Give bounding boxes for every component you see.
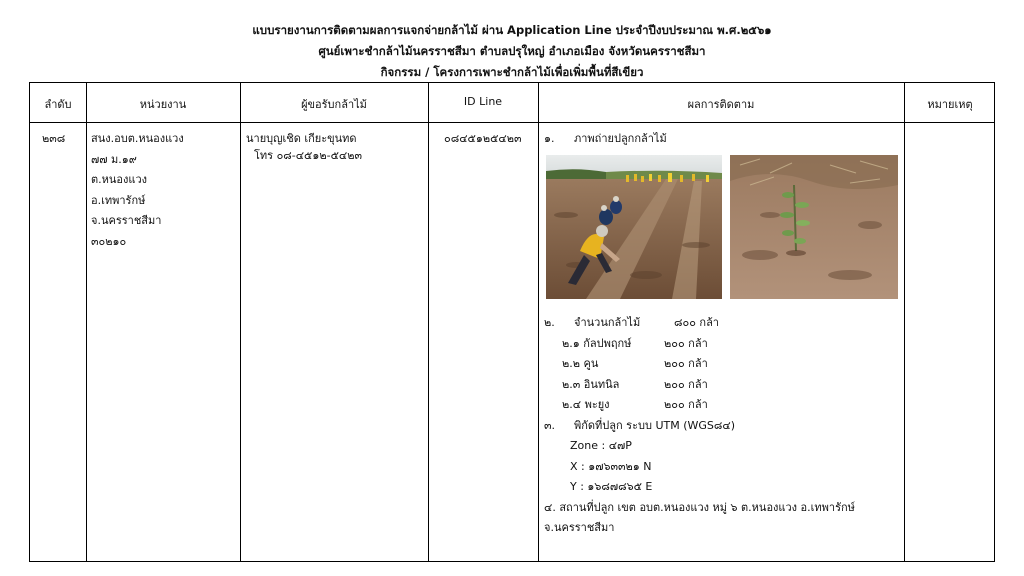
agency-line: ๗๗ ม.๑๙ [91, 152, 137, 166]
item-number: ๓. [544, 418, 556, 432]
species-name: ๒.๓ อินทนิล [562, 377, 620, 391]
column-divider [240, 83, 241, 561]
column-header-recipient: ผู้ขอรับกล้าไม้ [301, 98, 367, 111]
species-row [544, 354, 855, 375]
seedling-photo-image [730, 155, 898, 299]
column-divider [428, 83, 429, 561]
species-name: ๒.๔ พะยูง [562, 398, 610, 411]
species-qty: ๒๐๐ กล้า [664, 336, 708, 350]
column-header-agency: หน่วยงาน [139, 98, 187, 111]
row-number: ๒๓๘ [42, 132, 66, 145]
planting-photo-field [546, 155, 722, 299]
column-header-id-line: ID Line [463, 95, 503, 108]
recipient-cell [246, 129, 362, 166]
count-value: ๘๐๐ กล้า [674, 316, 719, 329]
species-row [544, 395, 855, 416]
column-divider [86, 83, 87, 561]
coordinate-label: พิกัดที่ปลูก ระบบ UTM (WGS๘๔) [574, 418, 735, 432]
count-line [544, 313, 855, 334]
result-details [544, 313, 855, 539]
column-header-remark: หมายเหตุ [927, 98, 973, 111]
species-row [544, 375, 855, 396]
column-header-no: ลำดับ [44, 98, 72, 111]
column-divider [904, 83, 905, 561]
item-number: ๑. [544, 132, 555, 145]
count-label: จำนวนกล้าไม้ [574, 316, 641, 329]
planting-photo-image [546, 155, 722, 299]
utm-x: X : ๑๗๖๓๓๒๑ N [570, 459, 652, 473]
photo-heading [544, 129, 667, 150]
agency-line: อ.เทพารักษ์ [91, 193, 146, 207]
utm-y: Y : ๑๖๘๗๘๖๕ E [570, 480, 653, 493]
id-line-value: ๐๘๔๕๑๒๕๔๒๓ [444, 132, 522, 145]
column-header-result: ผลการติดตาม [687, 98, 755, 111]
species-row [544, 334, 855, 355]
agency-line: ๓๐๒๑๐ [91, 234, 127, 248]
recipient-name: นายบุญเชิด เกียะขุนทด [246, 132, 357, 145]
coordinate-heading [544, 416, 855, 437]
location-line: จ.นครราชสีมา [544, 521, 615, 534]
photo-label: ภาพถ่ายปลูกกล้าไม้ [574, 132, 667, 145]
species-qty: ๒๐๐ กล้า [664, 357, 708, 370]
location-line: ๔. สถานที่ปลูก เขต อบต.หนองแวง หมู่ ๖ ต.หนองแวง อ.เทพารักษ์ [544, 500, 855, 514]
report-table [29, 82, 995, 562]
species-qty: ๒๐๐ กล้า [664, 398, 708, 411]
recipient-phone: โทร ๐๘-๔๕๑๒-๕๔๒๓ [254, 148, 363, 162]
report-title: แบบรายงานการติดตามผลการแจกจ่ายกล้าไม้ ผ่าน Application Line ประจำปีงบประมาณ พ.ศ.๒๕๖๑ [252, 23, 772, 37]
column-divider [538, 83, 539, 561]
report-activity: กิจกรรม / โครงการเพาะชำกล้าไม้เพื่อเพิ่มพื้นที่สีเขียว [380, 65, 644, 79]
seedling-photo-field [730, 155, 898, 299]
report-subtitle: ศูนย์เพาะชำกล้าไม้นครราชสีมา ตำบลปรุใหญ่ อำเภอเมือง จังหวัดนครราชสีมา [318, 44, 706, 58]
agency-line: จ.นครราชสีมา [91, 214, 162, 227]
utm-zone: Zone : ๔๗P [570, 439, 632, 452]
agency-line: ต.หนองแวง [91, 173, 148, 186]
agency-line: สนง.อบต.หนองแวง [91, 132, 184, 145]
agency-cell [91, 129, 184, 252]
item-number: ๒. [544, 316, 555, 329]
species-name: ๒.๑ กัลปพฤกษ์ [562, 336, 632, 350]
species-qty: ๒๐๐ กล้า [664, 377, 708, 391]
species-name: ๒.๒ คูน [562, 357, 599, 370]
